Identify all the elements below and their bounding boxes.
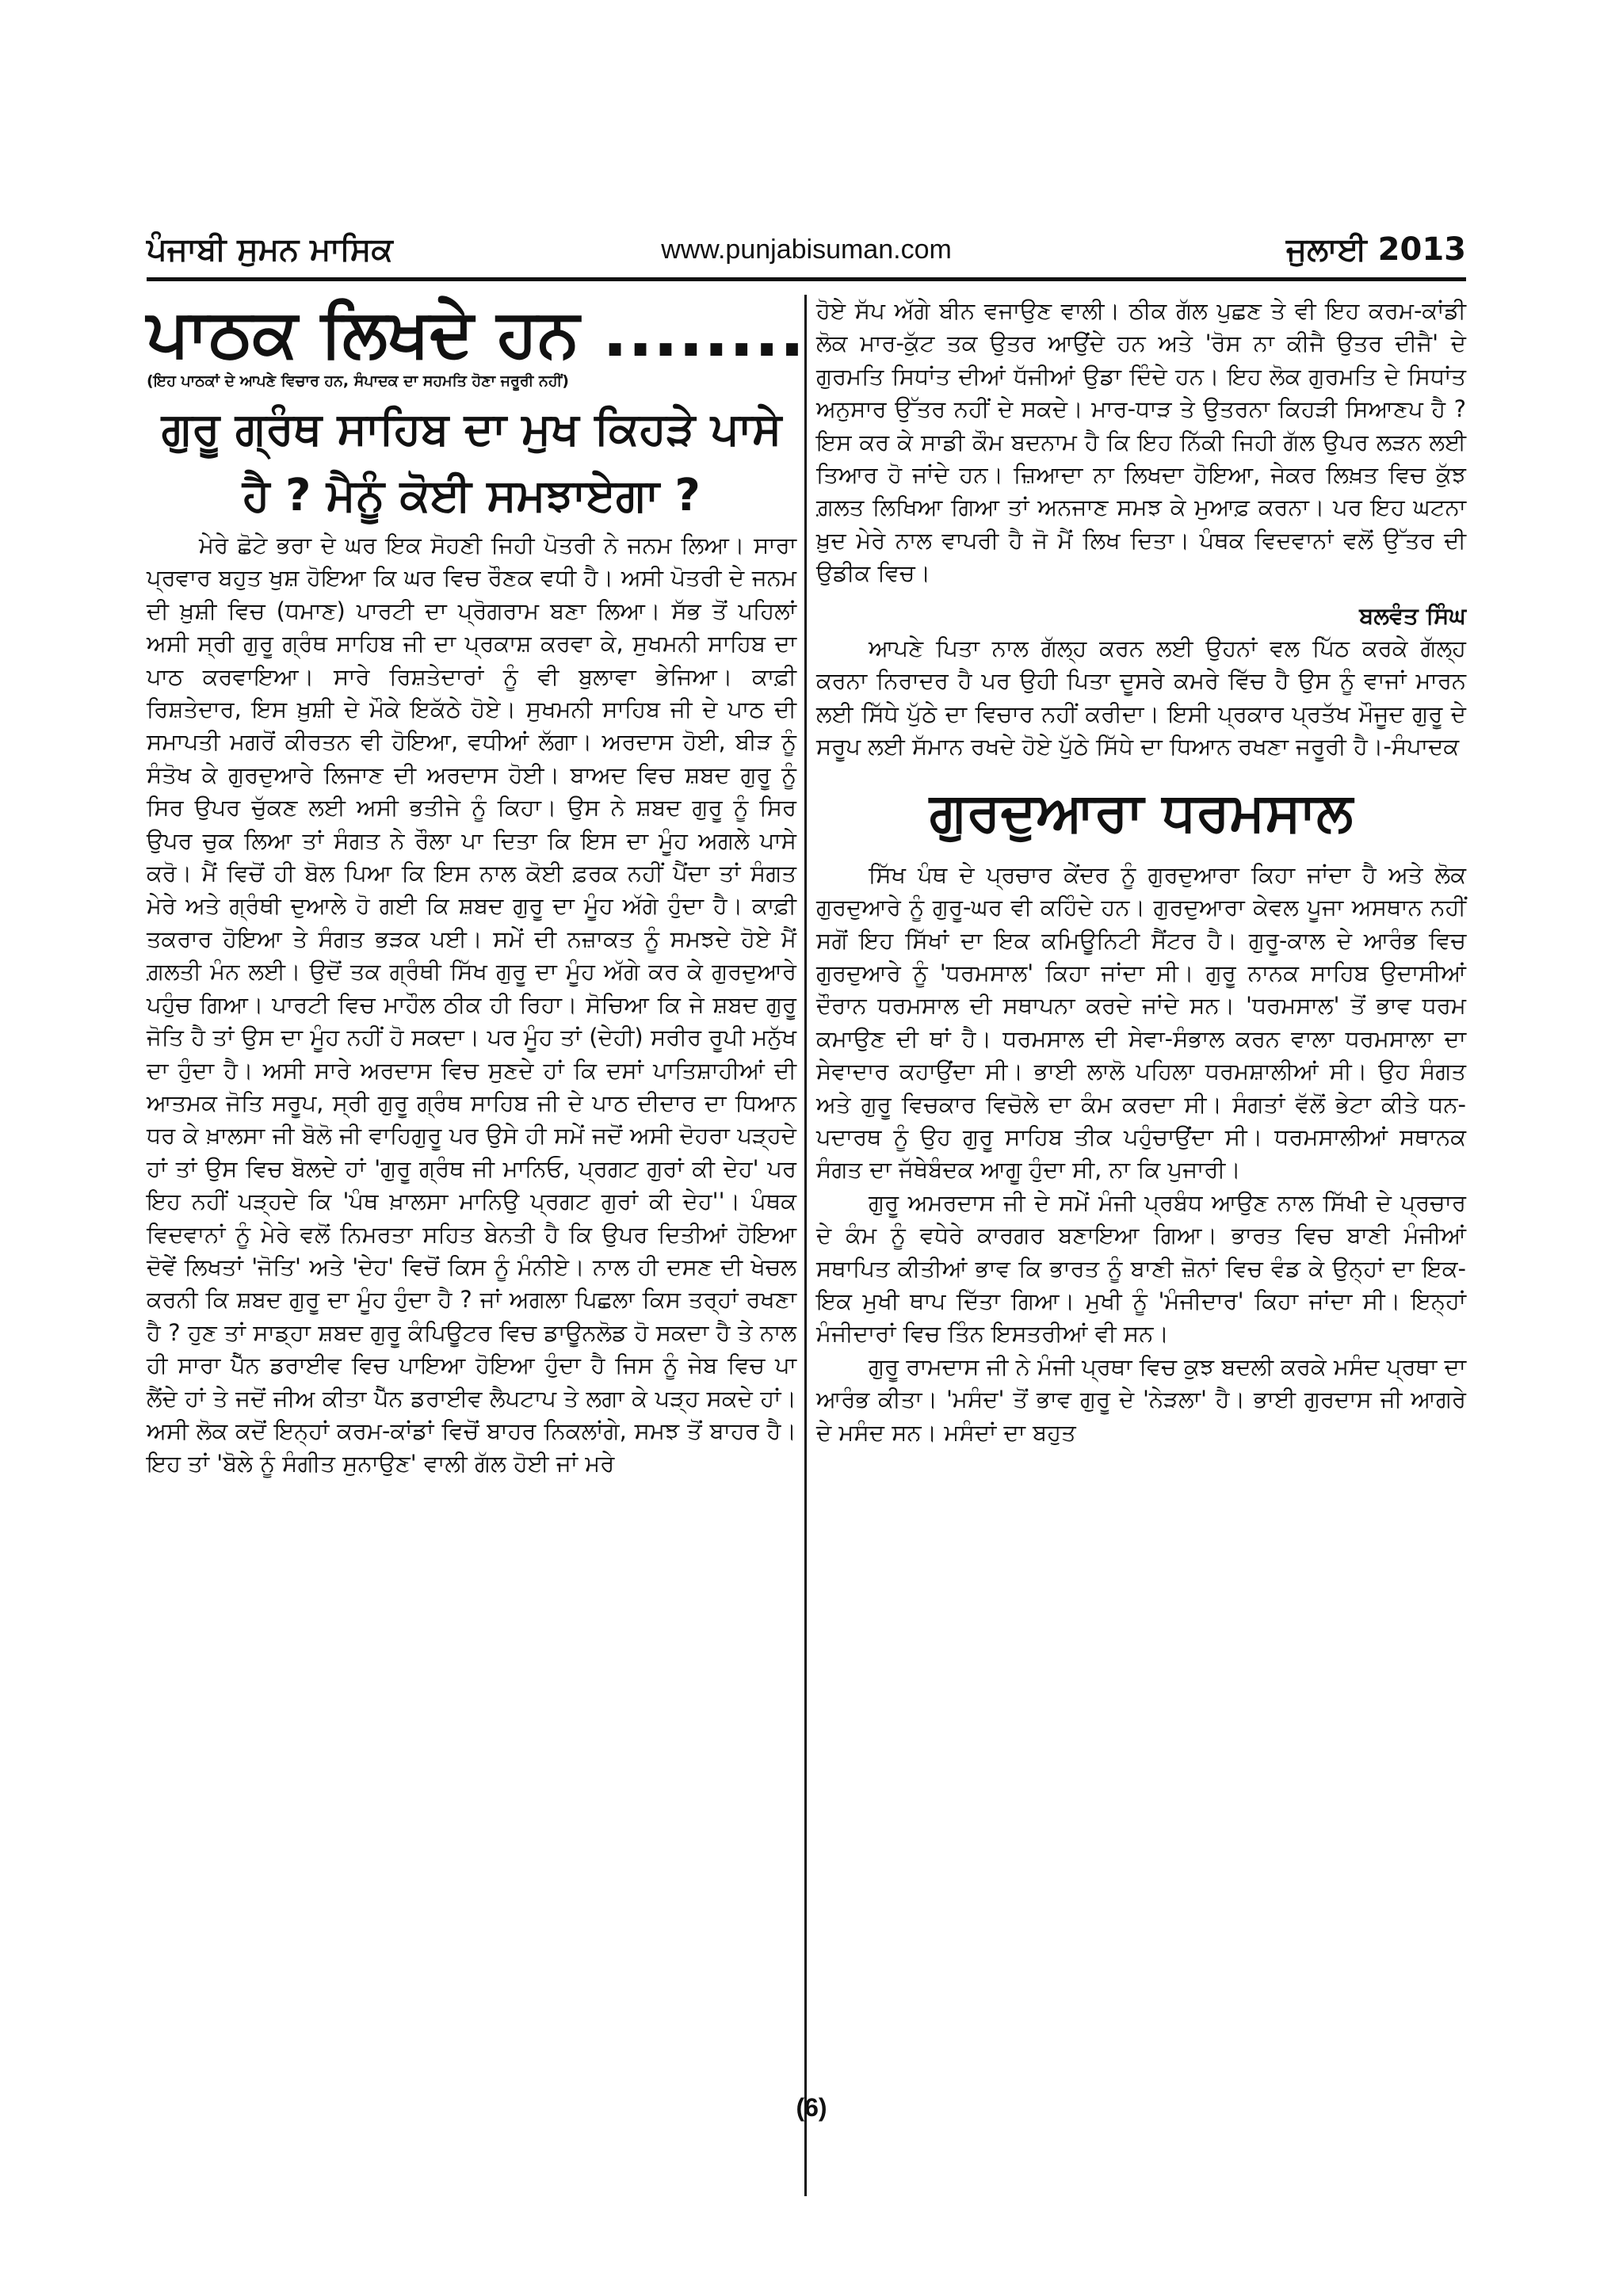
article2-paragraph-2: ਗੁਰੂ ਅਮਰਦਾਸ ਜੀ ਦੇ ਸਮੇਂ ਮੰਜੀ ਪ੍ਰਬੰਧ ਆਉਣ ਨਾਲ ਸਿੱਖੀ ਦੇ ਪ੍ਰਚਾਰ ਦੇ ਕੰਮ ਨੂੰ ਵਧੇਰੇ ਕਾਰਗਰ ਬਣਾਇਆ ਗਿਆ। ਭਾਰਤ ਵਿਚ ਬਾਣੀ ਮੰਜੀਆਂ ਸਥਾਪਿਤ ਕੀਤੀਆਂ ਭਾਵ ਕਿ ਭਾਰਤ ਨੂੰ ਬਾਣੀ ਜ਼ੋਨਾਂ ਵਿਚ ਵੰਡ ਕੇ ਉਨ੍ਹਾਂ ਦਾ ਇਕ-ਇਕ ਮੁਖੀ ਥਾਪ ਦਿੱਤਾ ਗਿਆ। ਮੁਖੀ ਨੂੰ 'ਮੰਜੀਦਾਰ' ਕਿਹਾ ਜਾਂਦਾ ਸੀ। ਇਨ੍ਹਾਂ ਮੰਜੀਦਾਰਾਂ ਵਿਚ ਤਿੰਨ ਇਸਤਰੀਆਂ ਵੀ ਸਨ। (816, 1188, 1466, 1348)
article2-paragraph-1: ਸਿੱਖ ਪੰਥ ਦੇ ਪ੍ਰਚਾਰ ਕੇਂਦਰ ਨੂੰ ਗੁਰਦੁਆਰਾ ਕਿਹਾ ਜਾਂਦਾ ਹੈ ਅਤੇ ਲੋਕ ਗੁਰਦੁਆਰੇ ਨੂੰ ਗੁਰੂ-ਘਰ ਵੀ ਕਹਿੰਦੇ ਹਨ। ਗੁਰਦੁਆਰਾ ਕੇਵਲ ਪੂਜਾ ਅਸਥਾਨ ਨਹੀਂ ਸਗੋਂ ਇਹ ਸਿੱਖਾਂ ਦਾ ਇਕ ਕਮਿਊਨਿਟੀ ਸੈਂਟਰ ਹੈ। ਗੁਰੂ-ਕਾਲ ਦੇ ਆਰੰਭ ਵਿਚ ਗੁਰਦੁਆਰੇ ਨੂੰ 'ਧਰਮਸਾਲ' ਕਿਹਾ ਜਾਂਦਾ ਸੀ। ਗੁਰੂ ਨਾਨਕ ਸਾਹਿਬ ਉਦਾਸੀਆਂ ਦੌਰਾਨ ਧਰਮਸਾਲ ਦੀ ਸਥਾਪਨਾ ਕਰਦੇ ਜਾਂਦੇ ਸਨ। 'ਧਰਮਸਾਲ' ਤੋਂ ਭਾਵ ਧਰਮ ਕਮਾਉਣ ਦੀ ਥਾਂ ਹੈ। ਧਰਮਸਾਲ ਦੀ ਸੇਵਾ-ਸੰਭਾਲ ਕਰਨ ਵਾਲਾ ਧਰਮਸਾਲਾ ਦਾ ਸੇਵਾਦਾਰ ਕਹਾਉਂਦਾ ਸੀ। ਭਾਈ ਲਾਲੋ ਪਹਿਲਾ ਧਰਮਸ਼ਾਲੀਆਂ ਸੀ। ਉਹ ਸੰਗਤ ਅਤੇ ਗੁਰੂ ਵਿਚਕਾਰ ਵਿਚੋਲੇ ਦਾ ਕੰਮ ਕਰਦਾ ਸੀ। ਸੰਗਤਾਂ ਵੱਲੋਂ ਭੇਟਾ ਕੀਤੇ ਧਨ-ਪਦਾਰਥ ਨੂੰ ਉਹ ਗੁਰੂ ਸਾਹਿਬ ਤੀਕ ਪਹੁੰਚਾਉਂਦਾ ਸੀ। ਧਰਮਸਾਲੀਆਂ ਸਥਾਨਕ ਸੰਗਤ ਦਾ ਜੱਥੇਬੰਦਕ ਆਗੂ ਹੁੰਦਾ ਸੀ, ਨਾ ਕਿ ਪੁਜਾਰੀ। (816, 860, 1466, 1184)
right-column (816, 295, 1466, 1449)
section-disclaimer: (ਇਹ ਪਾਠਕਾਂ ਦੇ ਆਪਣੇ ਵਿਚਾਰ ਹਨ, ਸੰਪਾਦਕ ਦਾ ਸਹਮਤਿ ਹੋਣਾ ਜਰੂਰੀ ਨਹੀਂ) (147, 372, 569, 390)
page-number: (6) (796, 2093, 827, 2122)
page-header (147, 231, 1466, 279)
issue-date: ਜੁਲਾਈ 2013 (1286, 231, 1466, 268)
article1-title-line2: ਹੈ ? ਮੈਨੂੰ ਕੋਈ ਸਮਝਾਏਗਾ ? (242, 470, 701, 521)
column-divider (804, 295, 807, 2196)
editor-note: ਆਪਣੇ ਪਿਤਾ ਨਾਲ ਗੱਲ੍ਹ ਕਰਨ ਲਈ ਉਹਨਾਂ ਵਲ ਪਿੱਠ ਕਰਕੇ ਗੱਲ੍ਹ ਕਰਨਾ ਨਿਰਾਦਰ ਹੈ ਪਰ ਉਹੀ ਪਿਤਾ ਦੂਸਰੇ ਕਮਰੇ ਵਿੱਚ ਹੈ ਉਸ ਨੂੰ ਵਾਜਾਂ ਮਾਰਨ ਲਈ ਸਿੱਧੇ ਪੁੱਠੇ ਦਾ ਵਿਚਾਰ ਨਹੀਂ ਕਰੀਦਾ। ਇਸੀ ਪ੍ਰਕਾਰ ਪ੍ਰਤੱਖ ਮੌਜੂਦ ਗੁਰੂ ਦੇ ਸਰੂਪ ਲਈ ਸੱਮਾਨ ਰਖਦੇ ਹੋਏ ਪੁੱਠੇ ਸਿੱਧੇ ਦਾ ਧਿਆਨ ਰਖਣਾ ਜਰੂਰੀ ਹੈ।-ਸੰਪਾਦਕ (816, 635, 1466, 761)
section-title: ਪਾਠਕ ਲਿਖਦੇ ਹਨ ........ (147, 294, 805, 372)
magazine-name: ਪੰਜਾਬੀ ਸੁਮਨ ਮਾਸਿਕ (147, 231, 393, 268)
article1-author: ਬਲਵੰਤ ਸਿੰਘ (1359, 601, 1466, 629)
article1-title-line1: ਗੁਰੂ ਗ੍ਰੰਥ ਸਾਹਿਬ ਦਾ ਮੁਖ ਕਿਹੜੇ ਪਾਸੇ (161, 403, 782, 455)
left-column (147, 294, 805, 1481)
article2-paragraph-3: ਗੁਰੂ ਰਾਮਦਾਸ ਜੀ ਨੇ ਮੰਜੀ ਪ੍ਰਥਾ ਵਿਚ ਕੁਝ ਬਦਲੀ ਕਰਕੇ ਮਸੰਦ ਪ੍ਰਥਾ ਦਾ ਆਰੰਭ ਕੀਤਾ। 'ਮਸੰਦ' ਤੋਂ ਭਾਵ ਗੁਰੂ ਦੇ 'ਨੇੜਲਾ' ਹੈ। ਭਾਈ ਗੁਰਦਾਸ ਜੀ ਆਗਰੇ ਦੇ ਮਸੰਦ ਸਨ। ਮਸੰਦਾਂ ਦਾ ਬਹੁਤ (816, 1352, 1466, 1446)
article1-body-left: ਮੇਰੇ ਛੋਟੇ ਭਰਾ ਦੇ ਘਰ ਇਕ ਸੋਹਣੀ ਜਿਹੀ ਪੋਤਰੀ ਨੇ ਜਨਮ ਲਿਆ। ਸਾਰਾ ਪ੍ਰਵਾਰ ਬਹੁਤ ਖੁਸ਼ ਹੋਇਆ ਕਿ ਘਰ ਵਿਚ ਰੌਣਕ ਵਧੀ ਹੈ। ਅਸੀ ਪੋਤਰੀ ਦੇ ਜਨਮ ਦੀ ਖ਼ੁਸ਼ੀ ਵਿਚ (ਧਮਾਣ) ਪਾਰਟੀ ਦਾ ਪ੍ਰੋਗਰਾਮ ਬਣਾ ਲਿਆ। ਸੱਭ ਤੋਂ ਪਹਿਲਾਂ ਅਸੀ ਸ੍ਰੀ ਗੁਰੂ ਗ੍ਰੰਥ ਸਾਹਿਬ ਜੀ ਦਾ ਪ੍ਰਕਾਸ਼ ਕਰਵਾ ਕੇ, ਸੁਖਮਨੀ ਸਾਹਿਬ ਦਾ ਪਾਠ ਕਰਵਾਇਆ। ਸਾਰੇ ਰਿਸ਼ਤੇਦਾਰਾਂ ਨੂੰ ਵੀ ਬੁਲਾਵਾ ਭੇਜਿਆ। ਕਾਫ਼ੀ ਰਿਸ਼ਤੇਦਾਰ, ਇਸ ਖ਼ੁਸ਼ੀ ਦੇ ਮੌਕੇ ਇਕੱਠੇ ਹੋਏ। ਸੁਖਮਨੀ ਸਾਹਿਬ ਜੀ ਦੇ ਪਾਠ ਦੀ ਸਮਾਪਤੀ ਮਗਰੋਂ ਕੀਰਤਨ ਵੀ ਹੋਇਆ, ਵਧੀਆਂ ਲੱਗਾ। ਅਰਦਾਸ ਹੋਈ, ਬੀੜ ਨੂੰ ਸੰਤੋਖ ਕੇ ਗੁਰਦੁਆਰੇ ਲਿਜਾਣ ਦੀ ਅਰਦਾਸ ਹੋਈ। ਬਾਅਦ ਵਿਚ ਸ਼ਬਦ ਗੁਰੂ ਨੂੰ ਸਿਰ ਉਪਰ ਚੁੱਕਣ ਲਈ ਅਸੀ ਭਤੀਜੇ ਨੂੰ ਕਿਹਾ। ਉਸ ਨੇ ਸ਼ਬਦ ਗੁਰੂ ਨੂੰ ਸਿਰ ਉਪਰ ਚੁਕ ਲਿਆ ਤਾਂ ਸੰਗਤ ਨੇ ਰੌਲਾ ਪਾ ਦਿਤਾ ਕਿ ਇਸ ਦਾ ਮੂੰਹ ਅਗਲੇ ਪਾਸੇ ਕਰੋ। ਮੈਂ ਵਿਚੋਂ ਹੀ ਬੋਲ ਪਿਆ ਕਿ ਇਸ ਨਾਲ ਕੋਈ ਫ਼ਰਕ ਨਹੀਂ ਪੈਂਦਾ ਤਾਂ ਸੰਗਤ ਮੇਰੇ ਅਤੇ ਗ੍ਰੰਥੀ ਦੁਆਲੇ ਹੋ ਗਈ ਕਿ ਸ਼ਬਦ ਗੁਰੂ ਦਾ ਮੂੰਹ ਅੱਗੇ ਹੁੰਦਾ ਹੈ। ਕਾਫ਼ੀ ਤਕਰਾਰ ਹੋਇਆ ਤੇ ਸੰਗਤ ਭੜਕ ਪਈ। ਸਮੇਂ ਦੀ ਨਜ਼ਾਕਤ ਨੂੰ ਸਮਝਦੇ ਹੋਏ ਮੈਂ ਗ਼ਲਤੀ ਮੰਨ ਲਈ। ਉਦੋਂ ਤਕ ਗ੍ਰੰਥੀ ਸਿੱਖ ਗੁਰੂ ਦਾ ਮੂੰਹ ਅੱਗੇ ਕਰ ਕੇ ਗੁਰਦੁਆਰੇ ਪਹੁੰਚ ਗਿਆ। ਪਾਰਟੀ ਵਿਚ ਮਾਹੌਲ ਠੀਕ ਹੀ ਰਿਹਾ। ਸੋਚਿਆ ਕਿ ਜੇ ਸ਼ਬਦ ਗੁਰੂ ਜੋਤਿ ਹੈ ਤਾਂ ਉਸ ਦਾ ਮੂੰਹ ਨਹੀਂ ਹੋ ਸਕਦਾ। ਪਰ ਮੂੰਹ ਤਾਂ (ਦੇਹੀ) ਸਰੀਰ ਰੂਪੀ ਮਨੁੱਖ ਦਾ ਹੁੰਦਾ ਹੈ। ਅਸੀ ਸਾਰੇ ਅਰਦਾਸ ਵਿਚ ਸੁਣਦੇ ਹਾਂ ਕਿ ਦਸਾਂ ਪਾਤਿਸ਼ਾਹੀਆਂ ਦੀ ਆਤਮਕ ਜੋਤਿ ਸਰੂਪ, ਸ੍ਰੀ ਗੁਰੂ ਗ੍ਰੰਥ ਸਾਹਿਬ ਜੀ ਦੇ ਪਾਠ ਦੀਦਾਰ ਦਾ ਧਿਆਨ ਧਰ ਕੇ ਖ਼ਾਲਸਾ ਜੀ ਬੋਲੋ ਜੀ ਵਾਹਿਗੁਰੂ ਪਰ ਉਸੇ ਹੀ ਸਮੇਂ ਜਦੋਂ ਅਸੀ ਦੋਹਰਾ ਪੜ੍ਹਦੇ ਹਾਂ ਤਾਂ ਉਸ ਵਿਚ ਬੋਲਦੇ ਹਾਂ 'ਗੁਰੂ ਗ੍ਰੰਥ ਜੀ ਮਾਨਿਓ, ਪ੍ਰਗਟ ਗੁਰਾਂ ਕੀ ਦੇਹ' ਪਰ ਇਹ ਨਹੀਂ ਪੜ੍ਹਦੇ ਕਿ 'ਪੰਥ ਖ਼ਾਲਸਾ ਮਾਨਿਉ ਪ੍ਰਗਟ ਗੁਰਾਂ ਕੀ ਦੇਹ''। ਪੰਥਕ ਵਿਦਵਾਨਾਂ ਨੂੰ ਮੇਰੇ ਵਲੋਂ ਨਿਮਰਤਾ ਸਹਿਤ ਬੇਨਤੀ ਹੈ ਕਿ ਉਪਰ ਦਿਤੀਆਂ ਹੋਇਆ ਦੋਵੇਂ ਲਿਖਤਾਂ 'ਜੋਤਿ' ਅਤੇ 'ਦੇਹ' ਵਿਚੋਂ ਕਿਸ ਨੂੰ ਮੰਨੀਏ। ਨਾਲ ਹੀ ਦਸਣ ਦੀ ਖੇਚਲ ਕਰਨੀ ਕਿ ਸ਼ਬਦ ਗੁਰੂ ਦਾ ਮੂੰਹ ਹੁੰਦਾ ਹੈ ? ਜਾਂ ਅਗਲਾ ਪਿਛਲਾ ਕਿਸ ਤਰ੍ਹਾਂ ਰਖਣਾ ਹੈ ? ਹੁਣ ਤਾਂ ਸਾਡ੍ਹਾ ਸ਼ਬਦ ਗੁਰੂ ਕੰਪਿਊਟਰ ਵਿਚ ਡਾਊਨਲੋਡ ਹੋ ਸਕਦਾ ਹੈ ਤੇ ਨਾਲ ਹੀ ਸਾਰਾ ਪੈੱਨ ਡਰਾਈਵ ਵਿਚ ਪਾਇਆ ਹੋਇਆ ਹੁੰਦਾ ਹੈ ਜਿਸ ਨੂੰ ਜੇਬ ਵਿਚ ਪਾ ਲੈਂਦੇ ਹਾਂ ਤੇ ਜਦੋਂ ਜੀਅ ਕੀਤਾ ਪੈੱਨ ਡਰਾਈਵ ਲੈਪਟਾਪ ਤੇ ਲਗਾ ਕੇ ਪੜ੍ਹ ਸਕਦੇ ਹਾਂ। ਅਸੀ ਲੋਕ ਕਦੋਂ ਇਨ੍ਹਾਂ ਕਰਮ-ਕਾਂਡਾਂ ਵਿਚੋਂ ਬਾਹਰ ਨਿਕਲਾਂਗੇ, ਸਮਝ ਤੋਂ ਬਾਹਰ ਹੈ। ਇਹ ਤਾਂ 'ਬੋਲੇ ਨੂੰ ਸੰਗੀਤ ਸੁਨਾਉਣ' ਵਾਲੀ ਗੱਲ ਹੋਈ ਜਾਂ ਮਰੇ (147, 532, 796, 1478)
article2-title: ਗੁਰਦੁਆਰਾ ਧਰਮਸਾਲ (929, 780, 1354, 844)
website-url: www.punjabisuman.com (661, 235, 952, 265)
article1-body-right: ਹੋਏ ਸੱਪ ਅੱਗੇ ਬੀਨ ਵਜਾਉਣ ਵਾਲੀ। ਠੀਕ ਗੱਲ ਪੁਛਣ ਤੇ ਵੀ ਇਹ ਕਰਮ-ਕਾਂਡੀ ਲੋਕ ਮਾਰ-ਕੁੱਟ ਤਕ ਉਤਰ ਆਉਂਦੇ ਹਨ ਅਤੇ 'ਰੋਸ ਨਾ ਕੀਜੈ ਉਤਰ ਦੀਜੈ' ਦੇ ਗੁਰਮਤਿ ਸਿਧਾਂਤ ਦੀਆਂ ਧੱਜੀਆਂ ਉਡਾ ਦਿੰਦੇ ਹਨ। ਇਹ ਲੋਕ ਗੁਰਮਤਿ ਦੇ ਸਿਧਾਂਤ ਅਨੁਸਾਰ ਉੱਤਰ ਨਹੀਂ ਦੇ ਸਕਦੇ। ਮਾਰ-ਧਾੜ ਤੇ ਉਤਰਨਾ ਕਿਹੜੀ ਸਿਆਣਪ ਹੈ ? ਇਸ ਕਰ ਕੇ ਸਾਡੀ ਕੌਮ ਬਦਨਾਮ ਹੈ ਕਿ ਇਹ ਨਿੱਕੀ ਜਿਹੀ ਗੱਲ ਉਪਰ ਲੜਨ ਲਈ ਤਿਆਰ ਹੋ ਜਾਂਦੇ ਹਨ। ਜ਼ਿਆਦਾ ਨਾ ਲਿਖਦਾ ਹੋਇਆ, ਜੇਕਰ ਲਿਖ਼ਤ ਵਿਚ ਕੁੱਝ ਗ਼ਲਤ ਲਿਖਿਆ ਗਿਆ ਤਾਂ ਅਨਜਾਣ ਸਮਝ ਕੇ ਮੁਆਫ਼ ਕਰਨਾ। ਪਰ ਇਹ ਘਟਨਾ ਖ਼ੁਦ ਮੇਰੇ ਨਾਲ ਵਾਪਰੀ ਹੈ ਜੋ ਮੈਂ ਲਿਖ ਦਿਤਾ। ਪੰਥਕ ਵਿਦਵਾਨਾਂ ਵਲੋਂ ਉੱਤਰ ਦੀ ਉਡੀਕ ਵਿਚ। (816, 297, 1466, 587)
header-rule (147, 277, 1466, 281)
